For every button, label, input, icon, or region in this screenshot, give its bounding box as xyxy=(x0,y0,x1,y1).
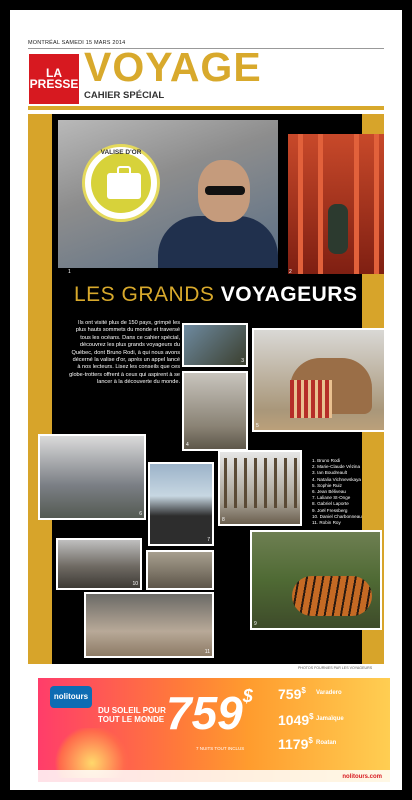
photo-number: 1 xyxy=(68,269,71,275)
nolitours-advertisement[interactable] xyxy=(38,678,390,782)
photo-number: 7 xyxy=(207,537,210,543)
offer-price: 759$ xyxy=(278,686,306,702)
torii-post xyxy=(298,134,303,274)
list-item: 4. Natalia Vichnevskaya xyxy=(312,476,361,482)
logo-line2: PRESSE xyxy=(29,77,79,91)
photo-6 xyxy=(38,434,146,520)
photo-11-top xyxy=(146,550,214,590)
main-price-desc: 7 NUITS TOUT INCLUS xyxy=(196,746,245,751)
ad-footer-strip xyxy=(38,770,390,782)
photo-credit: PHOTOS FOURNIES PAR LES VOYAGEURS xyxy=(298,666,373,670)
fence xyxy=(224,458,302,508)
photo-10 xyxy=(56,538,142,590)
headline-light: LES GRANDS xyxy=(74,283,221,306)
photo-number: 2 xyxy=(289,269,292,275)
camel-blanket xyxy=(290,380,332,418)
photo-9-tiger xyxy=(250,530,382,630)
badge-text: VALISE D'OR xyxy=(100,149,142,156)
photo-number: 4 xyxy=(186,442,189,448)
tiger xyxy=(292,576,372,616)
photo-number: 10 xyxy=(132,581,138,587)
photo-number: 8 xyxy=(222,517,225,523)
offer-destination: Varadero xyxy=(316,690,342,696)
list-item: 2. Marie-Claude Vézina xyxy=(312,464,361,470)
section-subtitle: CAHIER SPÉCIAL xyxy=(84,90,165,101)
photo-7 xyxy=(148,462,214,546)
list-item: 10. Daniel Charbonneau xyxy=(312,513,362,519)
photo-number: 9 xyxy=(254,621,257,627)
torii-post xyxy=(374,134,379,274)
list-item: 7. Laliane St-Onge xyxy=(312,495,351,501)
traveler-figure xyxy=(328,204,348,254)
photo-3 xyxy=(182,323,248,367)
headline-bold: VOYAGEURS xyxy=(220,283,358,306)
photo-5-camel xyxy=(252,328,386,432)
intro-paragraph: Ils ont visité plus de 150 pays, grimpé les plus hauts sommets du monde et traversé tous les océans. Dans ce cahier spécial, découvrez les plus grands voyageurs du Québec, dont Bruno Rodi, à qui nous avons décerné la valise d'or, après un appel lancé à nos lecteurs. Lisez les conseils que ces globe-trotters offrent à ceux qui aspirent à se lancer à la découverte du monde. xyxy=(69,320,180,386)
main-price-value: 759 xyxy=(166,687,243,739)
ad-slogan xyxy=(98,706,166,724)
sunglasses xyxy=(205,186,245,195)
photo-11 xyxy=(84,592,214,658)
list-item: 1. Bruno Rodi xyxy=(312,458,341,463)
list-item: 5. Sophie Ruiz xyxy=(312,482,342,488)
list-item: 8. Gabriel Laporte xyxy=(312,501,349,507)
photo-number: 6 xyxy=(139,511,142,517)
ad-url-link[interactable]: nolitours.com xyxy=(342,774,382,780)
feature-headline xyxy=(74,283,357,307)
photo-2-torii-gates xyxy=(288,134,384,274)
slogan-line2: TOUT LE MONDE xyxy=(98,715,165,724)
person-body xyxy=(158,216,278,268)
photo-number: 3 xyxy=(241,358,244,364)
main-price xyxy=(166,686,253,740)
dateline: MONTRÉAL SAMEDI 15 MARS 2014 xyxy=(28,40,126,46)
suitcase-icon xyxy=(107,173,141,199)
photo-4 xyxy=(182,371,248,451)
slogan-line1: DU SOLEIL POUR xyxy=(98,706,166,715)
newspaper-page xyxy=(10,10,402,790)
list-item: 9. Joël Fressberg xyxy=(312,507,348,513)
offer-price: 1179$ xyxy=(278,736,313,752)
photo-number: 11 xyxy=(204,649,210,655)
logo-line1: LA xyxy=(46,66,62,80)
travelers-name-list xyxy=(312,458,362,526)
section-title: VOYAGE xyxy=(84,44,262,90)
photo-number: 5 xyxy=(256,423,259,429)
torii-post xyxy=(318,134,323,274)
valise-dor-badge xyxy=(82,144,160,222)
gold-rule xyxy=(28,106,384,110)
la-presse-logo[interactable] xyxy=(29,54,79,104)
photo-8 xyxy=(218,450,302,526)
list-item: 11. Robin Roy xyxy=(312,520,341,526)
currency-symbol: $ xyxy=(242,686,253,706)
nolitours-logo: nolitours xyxy=(50,686,92,708)
offer-price: 1049$ xyxy=(278,712,314,728)
list-item: 6. Jean Béliveau xyxy=(312,489,346,495)
torii-post xyxy=(354,134,359,274)
offer-destination: Jamaïque xyxy=(316,716,344,722)
list-item: 3. Ian Boudreault xyxy=(312,470,347,476)
offer-destination: Roatan xyxy=(316,740,337,746)
